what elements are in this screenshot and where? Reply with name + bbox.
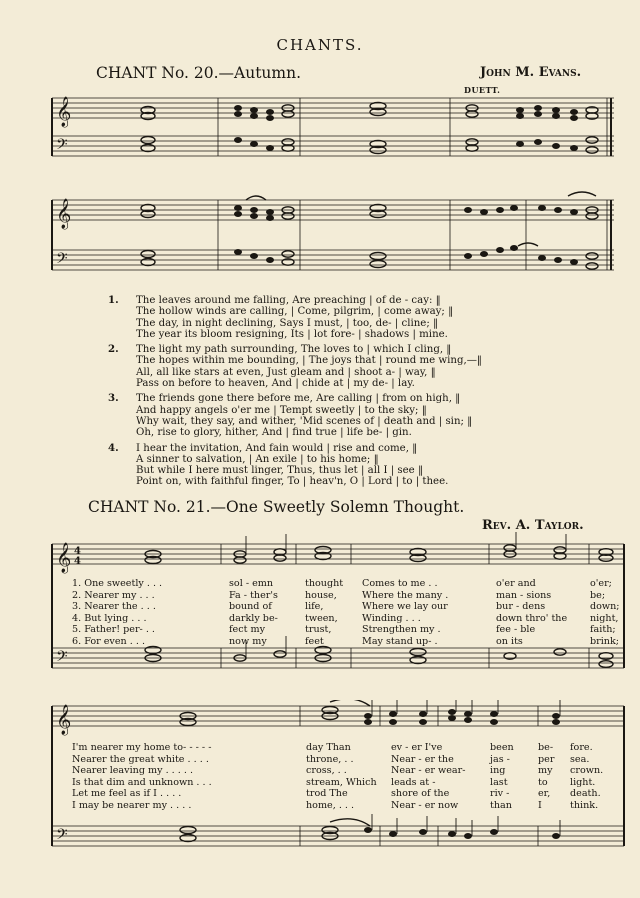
chant20-system2 [48, 188, 618, 280]
svg-text:𝄞: 𝄞 [56, 705, 72, 735]
lyric-cell: Winding . . . [362, 612, 421, 624]
verse-line: Pass on before to heaven, And | chide at | my de- | lay. [136, 378, 415, 390]
lyric-cell: be; [590, 589, 606, 601]
verse-2 [108, 344, 528, 389]
lyric-cell: Near - er wear- [391, 765, 466, 777]
lyrics-col-4 [362, 578, 448, 648]
chant20-title: CHANT No. 20.—Autumn. [96, 64, 302, 82]
lyrics2-col-1 [72, 742, 212, 812]
lyric-cell: bur - dens [496, 601, 546, 613]
svg-text:𝄢: 𝄢 [56, 136, 68, 157]
lyric-cell: on its [496, 635, 523, 647]
lyric-cell: bound of [229, 601, 272, 613]
lyric-cell: o'er; [590, 578, 612, 589]
verse-line: The hollow winds are calling, | Come, pilgrim, | come away; ‖ [136, 306, 454, 318]
svg-text:𝄞: 𝄞 [56, 97, 72, 127]
lyric-cell: leads at - [391, 776, 436, 788]
verse-number: 3. [108, 392, 119, 405]
lyrics2-col-5 [538, 742, 554, 812]
chant21-composer: Rev. A. Taylor. [482, 518, 584, 533]
lyric-cell: down; [590, 601, 620, 613]
lyric-cell: I [538, 799, 542, 811]
lyric-cell: 6. For even . . . [72, 635, 145, 647]
verse-line: But while I here must linger, Thus, thus let | all I | see ‖ [136, 465, 424, 477]
lyric-cell: 1. One sweetly . . . [72, 578, 163, 589]
lyric-cell: 2. Nearer my . . . [72, 589, 155, 601]
lyric-cell: darkly be- [229, 612, 278, 624]
lyric-cell: home, . . . [306, 799, 355, 811]
lyric-cell: throne, . . [306, 753, 354, 765]
verse-line: I hear the invitation, And fain would | rise and come, ‖ [136, 442, 418, 454]
lyric-cell: feet [305, 635, 324, 647]
lyric-cell: ing [490, 765, 506, 777]
lyric-cell: tween, [305, 612, 338, 624]
lyric-cell: think. [570, 799, 599, 811]
verse-line: A sinner to salvation, | An exile | to his home; ‖ [136, 453, 379, 465]
lyric-cell: Nearer leaving my . . . . . [72, 765, 194, 777]
lyric-cell: o'er and [496, 578, 536, 589]
lyrics-col-1 [72, 578, 162, 648]
svg-text:𝄢: 𝄢 [56, 648, 68, 669]
lyric-cell: be- [538, 742, 554, 753]
verse-line: The year its bloom resigning, Its | lot fore- | shadows | mine. [136, 328, 448, 340]
lyric-cell: Let me feel as if I . . . . [72, 788, 182, 800]
lyrics2-col-2 [306, 742, 377, 812]
verse-line: The friends gone there before me, Are calling | from on high, ‖ [136, 393, 461, 405]
lyrics-col-3 [305, 578, 343, 648]
verse-4 [108, 443, 528, 488]
lyric-cell: Fa - ther's [229, 589, 278, 601]
chant20-system1 [48, 92, 618, 164]
lyric-cell: house, [305, 589, 337, 601]
lyric-cell: now my [229, 635, 267, 647]
lyric-cell: life, [305, 601, 324, 613]
verse-line: The leaves around me falling, Are preaching | of de - cay: ‖ [136, 295, 441, 306]
lyric-cell: ev - er I've [391, 742, 443, 753]
verse-line: All, all like stars at even, Just gleam and | shoot a- | way, ‖ [136, 366, 436, 378]
lyric-cell: fect my [229, 624, 266, 636]
lyric-cell: stream, Which [306, 776, 377, 788]
lyrics-col-5 [496, 578, 567, 648]
lyric-cell: trust, [305, 624, 332, 636]
lyrics2-col-6 [570, 742, 603, 812]
svg-text:𝄞: 𝄞 [56, 199, 72, 229]
chant20-verses [108, 295, 528, 492]
lyric-cell: Nearer the great white . . . . [72, 753, 209, 765]
lyric-cell: my [538, 765, 553, 777]
lyric-cell: light. [570, 776, 596, 788]
verse-line: Point on, with faithful finger, To | heav'n, O | Lord | to | thee. [136, 476, 449, 488]
verse-3 [108, 393, 528, 438]
lyric-cell: death. [570, 788, 601, 800]
duet-label: DUETT. [464, 85, 501, 95]
lyric-cell: fee - ble [496, 624, 536, 636]
lyric-cell: brink; [590, 635, 620, 647]
svg-text:𝄢: 𝄢 [56, 826, 68, 847]
page-header: CHANTS. [276, 36, 364, 54]
lyric-cell: er, [538, 788, 551, 800]
lyric-cell: been [490, 742, 514, 753]
lyric-cell: last [490, 776, 508, 788]
lyrics-col-2 [229, 578, 278, 648]
lyric-cell: to [538, 776, 548, 788]
svg-text:𝄢: 𝄢 [56, 250, 68, 271]
chant20-composer: John M. Evans. [480, 65, 582, 80]
lyric-cell: May stand up- . [362, 635, 438, 647]
lyric-cell: Near - er now [391, 799, 459, 811]
lyric-cell: trod The [306, 788, 348, 800]
lyric-cell: jas - [490, 753, 510, 765]
verse-line: Why wait, they say, and wither, 'Mid scenes of | death and | sin; ‖ [136, 415, 473, 427]
lyric-cell: fore. [570, 742, 593, 753]
lyric-cell: shore of the [391, 788, 450, 800]
svg-text:4: 4 [74, 556, 81, 567]
lyric-cell: man - sions [496, 589, 552, 601]
lyric-cell: sol - emn [229, 578, 274, 589]
lyric-cell: per [538, 753, 555, 765]
svg-text:𝄞: 𝄞 [56, 543, 72, 573]
lyric-cell: night, [590, 612, 619, 624]
verse-line: The light my path surrounding, The loves to | which I cling, ‖ [136, 344, 452, 356]
svg-text:4: 4 [74, 546, 81, 557]
lyric-cell: Comes to me . . [362, 578, 438, 589]
lyric-cell: riv - [490, 788, 510, 800]
lyric-cell: Where the many . [362, 589, 449, 601]
lyric-cell: down thro' the [496, 612, 568, 624]
lyric-cell: than [490, 799, 512, 811]
lyric-cell: thought [305, 578, 344, 589]
lyric-cell: Strengthen my . [362, 624, 441, 636]
lyric-cell: Where we lay our [362, 601, 448, 613]
verse-1 [108, 295, 528, 340]
verse-number: 1. [108, 294, 119, 306]
lyrics2-col-4 [490, 742, 514, 812]
lyric-cell: faith; [590, 624, 616, 636]
lyrics-col-6 [590, 578, 620, 648]
verse-line: The day, in night declining, Says I must, | too, de- | cline; ‖ [136, 317, 439, 329]
lyric-cell: 3. Nearer the . . . [72, 601, 156, 613]
lyric-cell: Is that dim and unknown . . . [72, 776, 212, 788]
lyric-cell: I may be nearer my . . . . [72, 799, 192, 811]
lyric-cell: crown. [570, 765, 604, 777]
verse-number: 2. [108, 343, 119, 356]
verse-line: The hopes within me bounding, | The joys that | round me wing,—‖ [136, 355, 483, 367]
lyric-cell: 4. But lying . . . [72, 612, 147, 624]
lyric-cell: cross, . . [306, 765, 347, 777]
lyric-cell: 5. Father! per- . . [72, 624, 155, 636]
lyric-cell: Near - er the [391, 753, 454, 765]
verse-number: 4. [108, 441, 119, 454]
verse-line: Oh, rise to glory, hither, And | find true | life be- | gin. [136, 427, 412, 439]
lyric-cell: day Than [306, 742, 351, 753]
lyric-cell: I'm nearer my home to- - - - - [72, 742, 212, 753]
chant21-title: CHANT No. 21.—One Sweetly Solemn Thought. [88, 498, 465, 516]
lyric-cell: sea. [570, 753, 590, 765]
verse-line: And happy angels o'er me | Tempt sweetly | to the sky; ‖ [136, 404, 427, 416]
lyrics2-col-3 [391, 742, 465, 812]
